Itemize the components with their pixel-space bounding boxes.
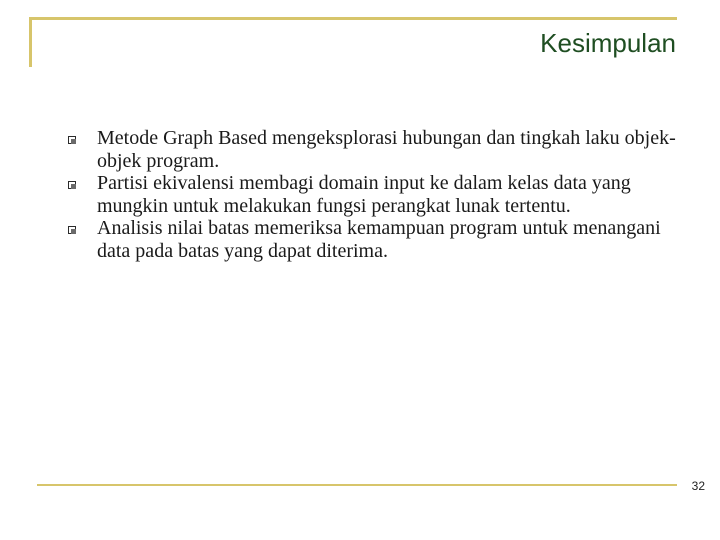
bullet-item [68, 217, 688, 262]
square-bullet-icon [68, 226, 76, 234]
bullet-text: Partisi ekivalensi membagi domain input ke dalam kelas data yang mungkin untuk melakukan fungsi perangkat lunak tertentu. [97, 172, 631, 217]
bullet-text: Metode Graph Based mengeksplorasi hubungan dan tingkah laku objek-objek program. [97, 127, 676, 172]
frame-left-line [29, 17, 32, 67]
bullet-item [68, 127, 688, 172]
bullet-list [68, 127, 688, 262]
square-bullet-icon [68, 136, 76, 144]
page-number: 32 [691, 479, 705, 493]
bullet-text: Analisis nilai batas memeriksa kemampuan program untuk menangani data pada batas yang dapat diterima. [97, 217, 661, 262]
square-bullet-icon [68, 181, 76, 189]
frame-top-line [29, 17, 677, 20]
bullet-item [68, 172, 688, 217]
slide-title: Kesimpulan [540, 28, 676, 58]
footer-line [37, 484, 677, 486]
